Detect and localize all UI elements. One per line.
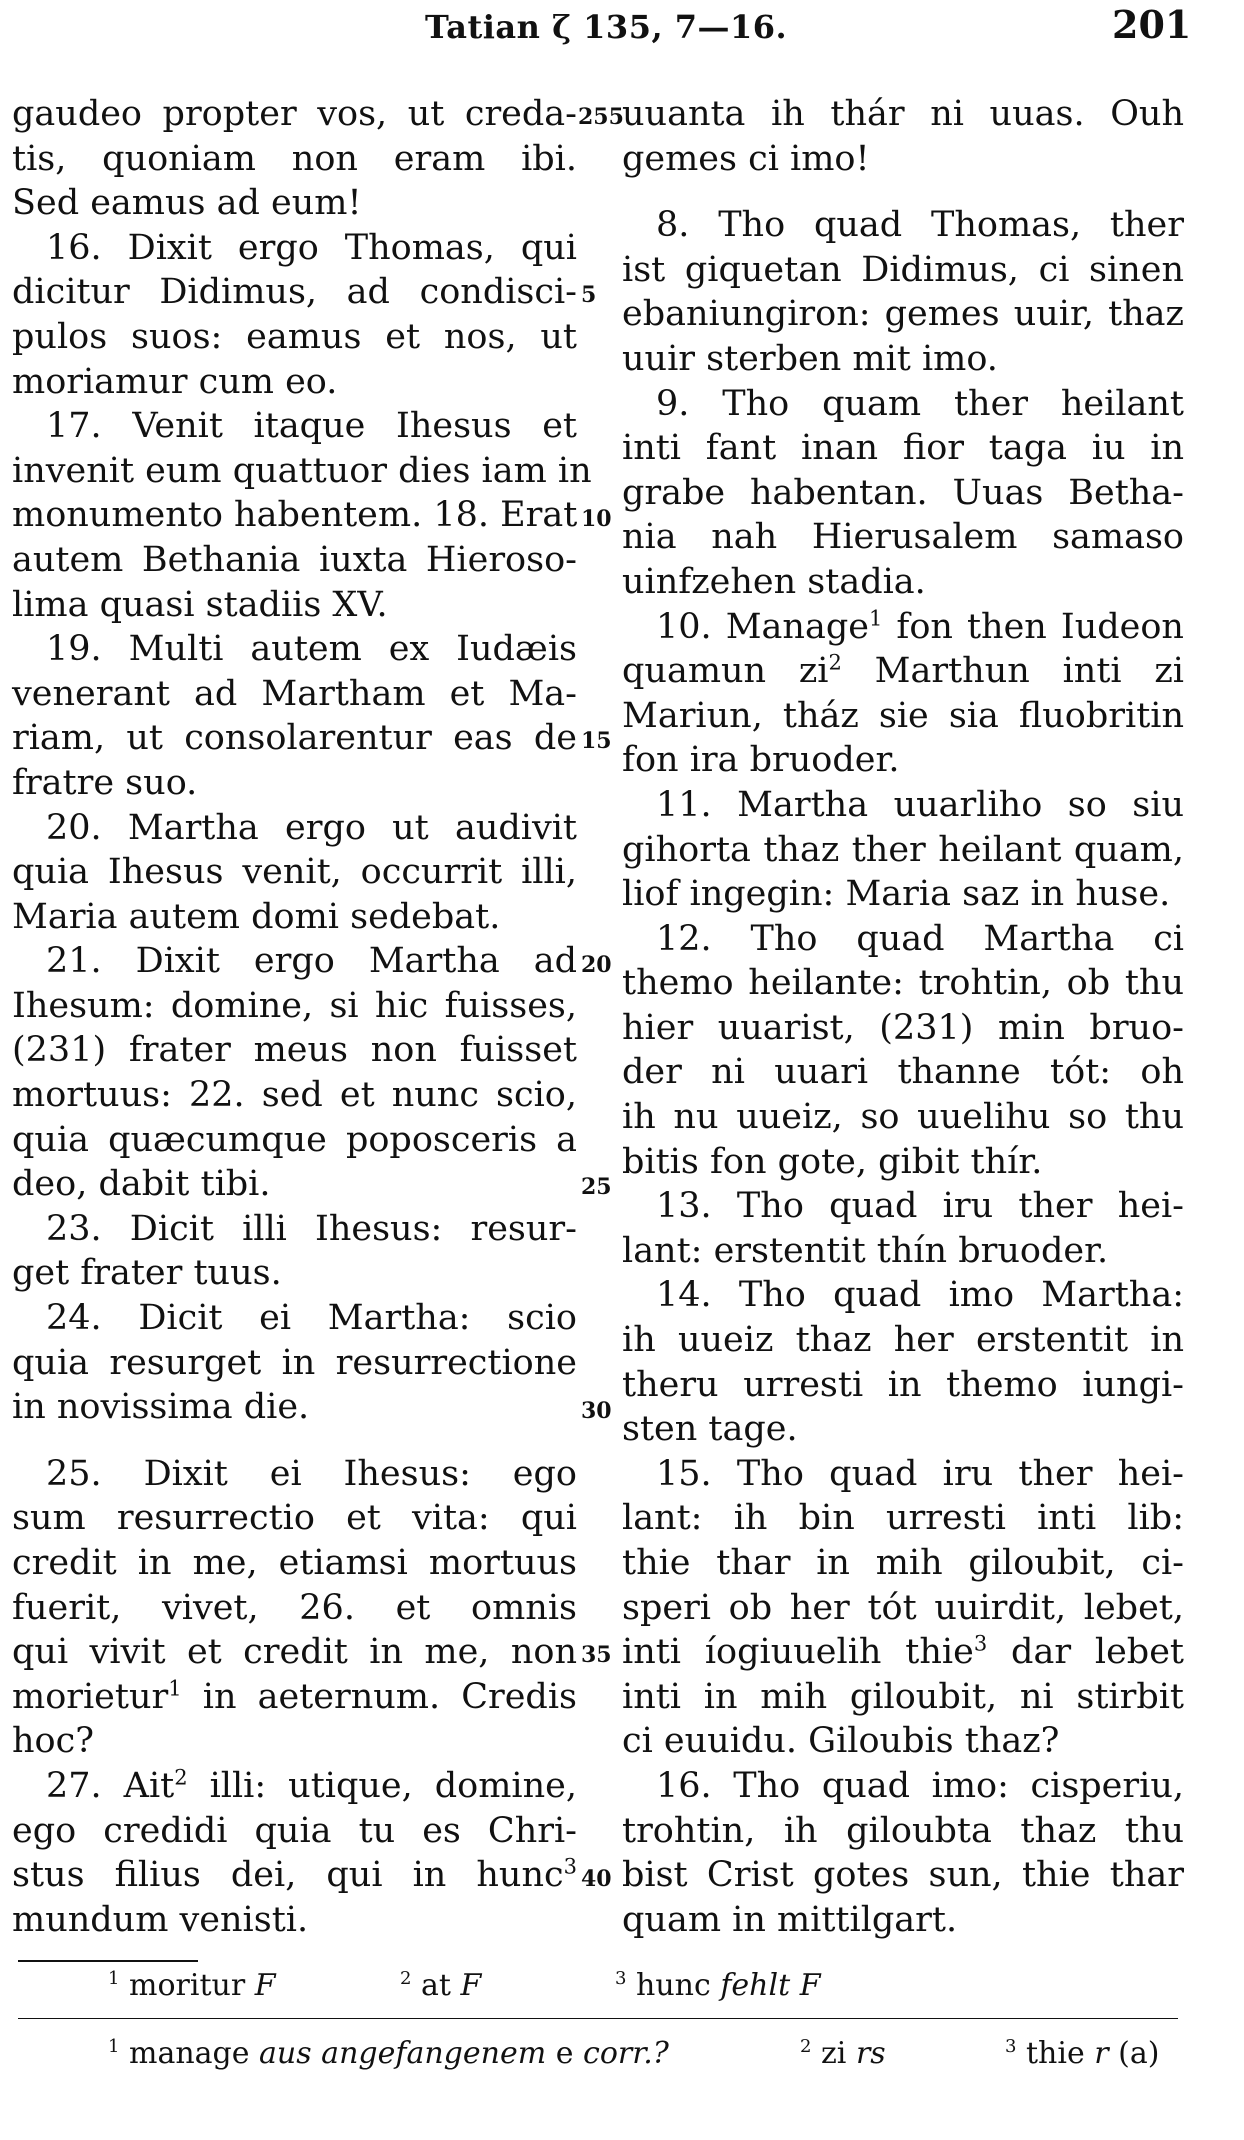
ohg-line: ih nu uueiz, so uuelihu so thu xyxy=(622,1097,1184,1138)
latin-line: moriamur cum eo. xyxy=(12,361,338,402)
ohg-line: 12. Tho quad Martha ci xyxy=(656,918,1184,959)
footnote-mark: 1 xyxy=(868,605,883,630)
ohg-line: inti íogiuuelih thie$^3$ dar lebet xyxy=(622,1631,1184,1673)
ohg-line: 14. Tho quad imo Martha: xyxy=(656,1275,1184,1316)
ohg-line: 13. Tho quad iru ther hei- xyxy=(656,1186,1184,1227)
latin-line: invenit eum quattuor dies iam in xyxy=(12,450,592,491)
latin-line: gaudeo propter vos, ut creda- xyxy=(12,94,577,134)
latin-line: monumento habentem. 18. Erat xyxy=(12,495,578,536)
ohg-line: nia nah Hierusalem samaso xyxy=(622,517,1184,558)
latin-line: deo, dabit tibi. xyxy=(12,1164,271,1205)
ohg-line: 10. Manage$^1$ fon then Iudeon xyxy=(656,605,1184,647)
latin-line: Sed eamus ad eum! xyxy=(12,183,362,224)
latin-line: hoc? xyxy=(12,1721,94,1762)
latin-line: quia resurget in resurrectione xyxy=(12,1342,577,1383)
footnote-rule xyxy=(18,1960,198,1962)
latin-line: pulos suos: eamus et nos, ut xyxy=(12,316,577,357)
latin-line: 17. Venit itaque Ihesus et xyxy=(46,406,577,447)
line-number: 30 xyxy=(581,1398,612,1424)
line-number: 15 xyxy=(581,728,612,754)
ohg-line: ci euuidu. Giloubis thaz? xyxy=(622,1721,1060,1762)
line-number: 40 xyxy=(581,1866,612,1892)
ohg-line: ist giquetan Didimus, ci sinen xyxy=(622,249,1184,290)
footnote: $^3$ hunc fehlt F xyxy=(615,1968,821,2003)
latin-line: 27. Ait$^2$ illi: utique, domine, xyxy=(46,1765,577,1806)
ohg-line: speri ob her tót uuirdit, lebet, xyxy=(622,1587,1184,1628)
ohg-line: 16. Tho quad imo: cisperiu, xyxy=(656,1765,1184,1806)
ohg-line: grabe habentan. Uuas Betha- xyxy=(622,472,1184,513)
ohg-line: bist Crist gotes sun, thie thar xyxy=(622,1855,1184,1896)
latin-line: 19. Multi autem ex Iudæis xyxy=(46,629,577,670)
ohg-line: 15. Tho quad iru ther hei- xyxy=(656,1453,1184,1494)
latin-line: dicitur Didimus, ad condisci- xyxy=(12,272,577,313)
ohg-line: lant: ih bin urresti inti lib: xyxy=(622,1498,1184,1539)
line-number: 20 xyxy=(581,952,612,978)
latin-line: 20. Martha ergo ut audivit xyxy=(46,807,577,848)
footnote: $^1$ manage aus angefangenem e corr.? xyxy=(108,2036,669,2071)
footnote-mark: 3 xyxy=(563,1854,577,1879)
ohg-line: 8. Tho quad Thomas, ther xyxy=(656,205,1184,246)
latin-line: credit in me, etiamsi mortuus xyxy=(12,1543,577,1583)
latin-line: riam, ut consolarentur eas de xyxy=(12,718,577,759)
ohg-line: bitis fon gote, gibit thír. xyxy=(622,1141,1043,1182)
line-number: 10 xyxy=(581,506,612,532)
footnote-mark: 2 xyxy=(828,650,842,675)
ohg-line: ih uueiz thaz her erstentit in xyxy=(622,1320,1184,1361)
footnote: $^2$ at F xyxy=(400,1968,482,2003)
ohg-line: fon ira bruoder. xyxy=(622,740,900,781)
latin-line: fratre suo. xyxy=(12,762,198,803)
latin-line: mortuus: 22. sed et nunc scio, xyxy=(12,1075,577,1116)
ohg-line: 11. Martha uuarliho so siu xyxy=(656,784,1184,825)
latin-line: (231) frater meus non fuisset xyxy=(12,1030,577,1071)
ohg-line: sten tage. xyxy=(622,1409,798,1450)
ohg-line: themo heilante: trohtin, ob thu xyxy=(622,963,1184,1004)
ohg-line: hier uuarist, (231) min bruo- xyxy=(622,1007,1184,1048)
latin-line: tis, quoniam non eram ibi. xyxy=(12,138,577,179)
ohg-line: quamun $zi^2$ Marthun inti zi xyxy=(622,650,1184,692)
footnote: $^1$ moritur F xyxy=(108,1968,276,2003)
latin-line: 25. Dixit ei Ihesus: ego xyxy=(46,1453,577,1494)
ohg-line: 9. Tho quam ther heilant xyxy=(656,383,1184,424)
ohg-line: uuir sterben mit imo. xyxy=(622,338,998,379)
ohg-line: gihorta thaz ther heilant quam, xyxy=(622,829,1184,870)
latin-line: in novissima die. xyxy=(12,1387,310,1428)
ohg-line: uinfzehen stadia. xyxy=(622,561,926,602)
page-number: 201 xyxy=(1112,2,1192,47)
line-number: 255 xyxy=(578,104,624,130)
latin-line: quia quæcumque poposceris a xyxy=(12,1119,577,1160)
latin-line: get frater tuus. xyxy=(12,1253,282,1294)
latin-line: quia Ihesus venit, occurrit illi, xyxy=(12,852,577,893)
latin-line: autem Bethania iuxta Hieroso- xyxy=(12,539,577,580)
latin-line: ego credidi quia tu es Chri- xyxy=(12,1810,577,1851)
latin-line: Ihesum: domine, si hic fuisses, xyxy=(12,985,577,1026)
latin-line: mundum venisti. xyxy=(12,1899,309,1940)
ohg-line: thie thar in mih giloubit, ci- xyxy=(622,1543,1184,1583)
ohg-line: Mariun, tház sie sia fluobritin xyxy=(622,695,1184,736)
footnote-rule xyxy=(18,2018,1178,2019)
ohg-column xyxy=(622,92,1184,1942)
ohg-line: inti in mih giloubit, ni stirbit xyxy=(622,1676,1184,1717)
ohg-line: der ni uuari thanne tót: oh xyxy=(622,1052,1184,1093)
line-number: 5 xyxy=(581,282,597,308)
latin-line: sum resurrectio et vita: qui xyxy=(12,1498,577,1539)
footnote-mark: 2 xyxy=(174,1765,188,1790)
footnote-mark: 3 xyxy=(973,1631,988,1656)
latin-line: 23. Dicit illi Ihesus: resur- xyxy=(46,1208,577,1249)
latin-line: lima quasi stadiis XV. xyxy=(12,584,388,625)
latin-line: 16. Dixit ergo Thomas, qui xyxy=(46,227,577,268)
line-number: 35 xyxy=(581,1642,612,1668)
latin-line: fuerit, vivet, 26. et omnis xyxy=(12,1587,577,1628)
footnote-mark: 1 xyxy=(168,1676,182,1701)
ohg-line: liof ingegin: Maria saz in huse. xyxy=(622,874,1171,915)
running-header: Tatian ζ 135, 7—16. xyxy=(425,8,788,46)
ohg-line: trohtin, ih giloubta thaz thu xyxy=(622,1810,1184,1851)
latin-line: 21. Dixit ergo Martha ad xyxy=(46,941,577,982)
latin-line: 24. Dicit ei Martha: scio xyxy=(46,1298,577,1339)
latin-line: morietur$^1$ in aeternum. Credis xyxy=(12,1676,577,1717)
ohg-line: theru urresti in themo iungi- xyxy=(622,1364,1184,1405)
ohg-line: ebaniungiron: gemes uuir, thaz xyxy=(622,294,1184,335)
latin-line: Maria autem domi sedebat. xyxy=(12,896,501,937)
ohg-line: lant: erstentit thín bruoder. xyxy=(622,1230,1109,1271)
ohg-line: gemes ci imo! xyxy=(622,138,870,179)
latin-line: stus filius dei, qui in hunc$^3$ xyxy=(12,1854,577,1896)
ohg-line: quam in mittilgart. xyxy=(622,1899,958,1940)
footnote: $^2$ zi rs xyxy=(800,2036,886,2071)
ohg-line: uuanta ih thár ni uuas. Ouh xyxy=(622,94,1184,134)
line-number: 25 xyxy=(581,1174,612,1200)
latin-line: venerant ad Martham et Ma- xyxy=(12,673,577,714)
latin-column xyxy=(12,92,592,1942)
ohg-line: inti fant inan fior taga iu in xyxy=(622,428,1184,469)
footnote: $^3$ thie r (a) xyxy=(1005,2036,1160,2071)
latin-line: qui vivit et credit in me, non xyxy=(12,1632,577,1673)
